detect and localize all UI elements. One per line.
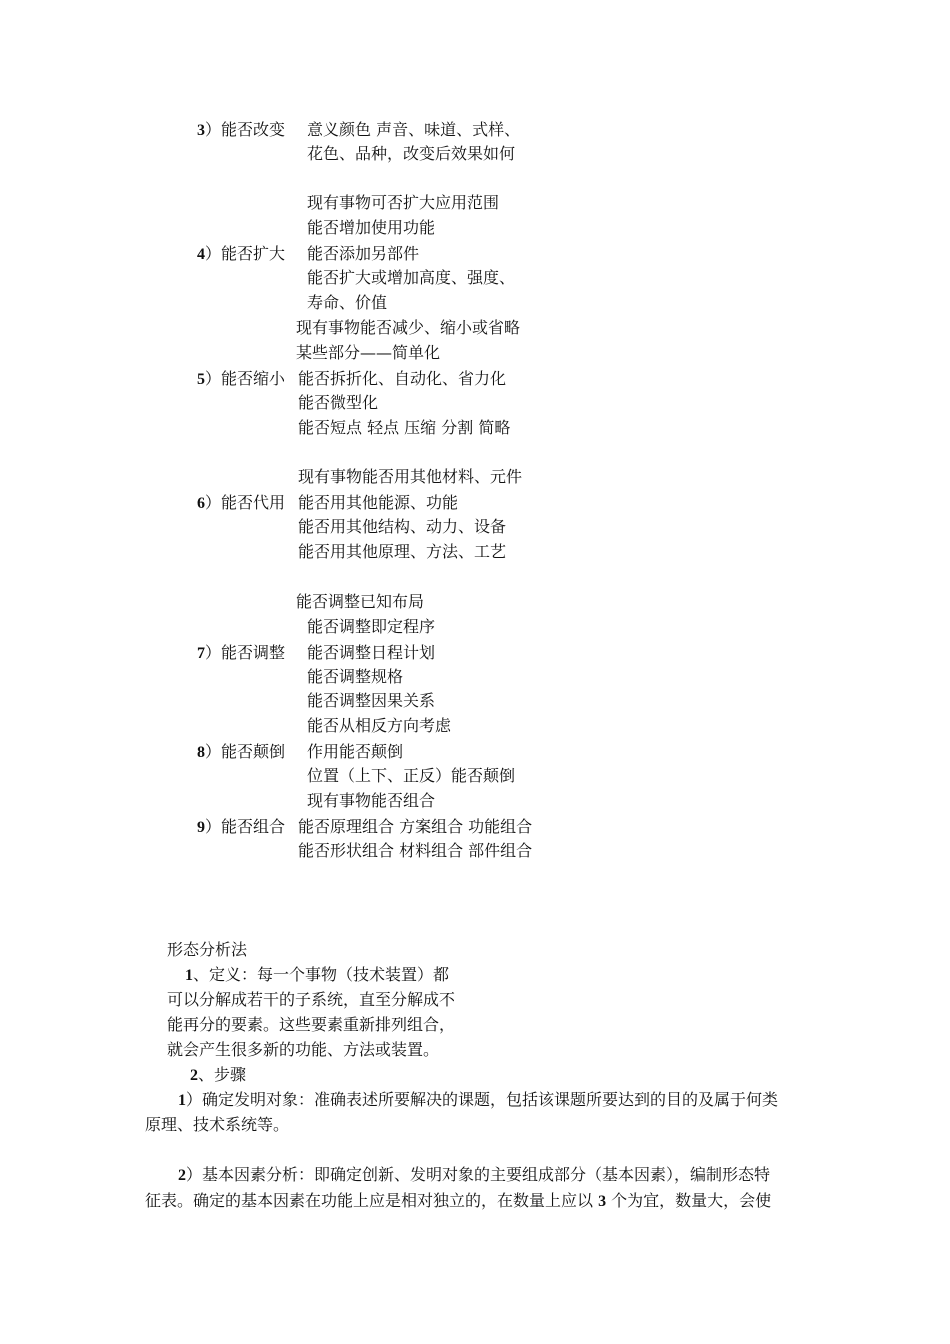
- list-item-8: 8）能否颠倒: [197, 742, 286, 761]
- list-item-8-line-2: 位置（上下、正反）能否颠倒: [307, 766, 516, 785]
- steps-heading: 2、步骤: [190, 1065, 247, 1084]
- list-item-5: 5）能否缩小: [197, 369, 286, 388]
- step-2-line-1: 2）基本因素分析：即确定创新、发明对象的主要组成部分（基本因素），编制形态特: [178, 1165, 771, 1184]
- list-item-6-line-2: 能否用其他结构、动力、设备: [298, 517, 507, 536]
- list-item-5-line-1: 能否拆折化、自动化、省力化: [298, 369, 507, 388]
- list-item-6-pre-1: 现有事物能否用其他材料、元件: [298, 467, 523, 486]
- list-item-5-pre-1: 现有事物能否减少、缩小或省略: [296, 318, 521, 337]
- list-item-4-line-3: 寿命、价值: [307, 293, 388, 312]
- definition-line-3: 能再分的要素。这些要素重新排列组合，: [167, 1015, 456, 1034]
- list-item-7-line-1: 能否调整日程计划: [307, 643, 436, 662]
- list-item-4-line-1: 能否添加另部件: [307, 244, 420, 263]
- list-item-3: 3）能否改变: [197, 120, 286, 139]
- list-item-6-line-3: 能否用其他原理、方法、工艺: [298, 542, 507, 561]
- section-heading: 形态分析法: [167, 940, 248, 959]
- list-item-7-line-3: 能否调整因果关系: [307, 691, 436, 710]
- list-item-9: 9）能否组合: [197, 817, 286, 836]
- list-item-5-line-3: 能否短点 轻点 压缩 分割 简略: [298, 418, 511, 437]
- list-item-9-line-1: 能否原理组合 方案组合 功能组合: [298, 817, 533, 836]
- list-item-7-pre-2: 能否调整即定程序: [307, 617, 436, 636]
- list-item-5-line-2: 能否微型化: [298, 393, 379, 412]
- list-item-8-pre-1: 能否从相反方向考虑: [307, 716, 452, 735]
- list-item-4-line-2: 能否扩大或增加高度、强度、: [307, 268, 516, 287]
- list-item-4: 4）能否扩大: [197, 244, 286, 263]
- list-item-9-line-2: 能否形状组合 材料组合 部件组合: [298, 841, 533, 860]
- list-item-7-pre-1: 能否调整已知布局: [296, 592, 425, 611]
- list-item-3-line-1: 意义颜色 声音、味道、式样、: [307, 120, 521, 139]
- list-item-3-line-2: 花色、品种，改变后效果如何: [307, 144, 516, 163]
- list-item-9-pre-1: 现有事物能否组合: [307, 791, 436, 810]
- step-1-line-1: 1）确定发明对象：准确表述所要解决的课题，包括该课题所要达到的目的及属于何类: [178, 1090, 779, 1109]
- definition-line-4: 就会产生很多新的功能、方法或装置。: [167, 1040, 440, 1059]
- definition-line-2: 可以分解成若干的子系统，直至分解成不: [167, 990, 456, 1009]
- list-item-6: 6）能否代用: [197, 493, 286, 512]
- step-1-line-2: 原理、技术系统等。: [145, 1115, 290, 1134]
- list-item-5-pre-2: 某些部分——简单化: [296, 343, 441, 362]
- list-item-8-line-1: 作用能否颠倒: [307, 742, 404, 761]
- list-item-6-line-1: 能否用其他能源、功能: [298, 493, 459, 512]
- list-item-7: 7）能否调整: [197, 643, 286, 662]
- list-item-7-line-2: 能否调整规格: [307, 667, 404, 686]
- step-2-line-2: 征表。确定的基本因素在功能上应是相对独立的，在数量上应以 3 个为宜，数量大，会使: [145, 1191, 772, 1210]
- definition-line-1: 1、定义：每一个事物（技术装置）都: [185, 965, 450, 984]
- list-item-4-pre-2: 能否增加使用功能: [307, 218, 436, 237]
- list-item-4-pre-1: 现有事物可否扩大应用范围: [307, 193, 500, 212]
